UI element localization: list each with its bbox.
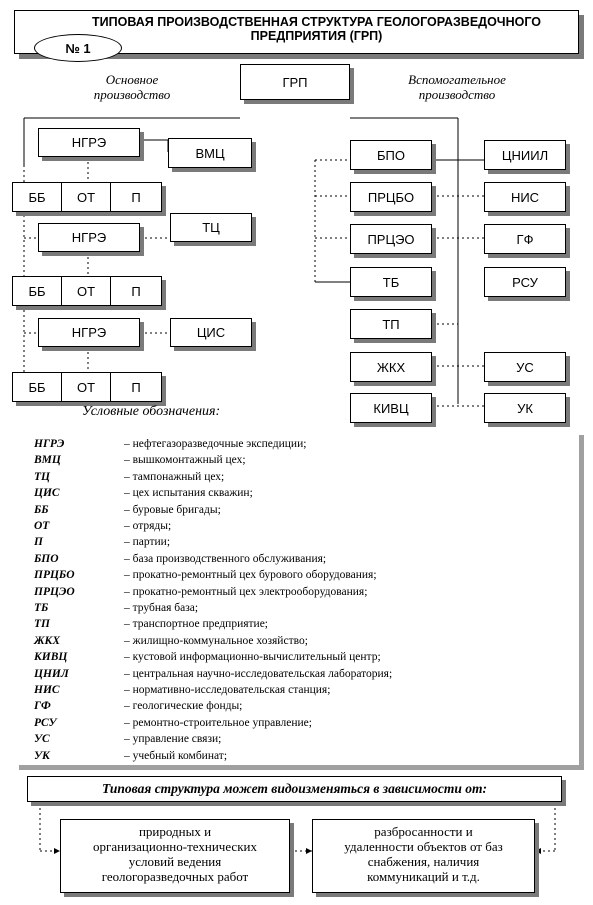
node-p: П: [110, 372, 162, 402]
node-prceo: ПРЦЭО: [350, 224, 432, 254]
legend-desc: – буровые бригады;: [124, 503, 221, 516]
node-bb: ББ: [12, 276, 62, 306]
legend-abbr: ЦИС: [34, 487, 60, 500]
legend-desc: – база производственного обслуживания;: [124, 552, 327, 565]
legend-desc: – нормативно-исследовательская станция;: [124, 684, 331, 696]
node-prcbo: ПРЦБО: [350, 182, 432, 212]
node-p: П: [110, 182, 162, 212]
legend-abbr: ББ: [34, 503, 49, 516]
legend-desc: – ремонтно-строительное управление;: [124, 716, 312, 729]
node-ot: ОТ: [61, 182, 111, 212]
node-bb: ББ: [12, 372, 62, 402]
node-nis: НИС: [484, 182, 566, 212]
legend-desc: – кустовой информационно-вычислительный центр;: [124, 651, 381, 664]
legend-abbr: КИВЦ: [34, 651, 68, 664]
node-us: УС: [484, 352, 566, 382]
node-ot: ОТ: [61, 276, 111, 306]
legend-desc: – прокатно-ремонтный цех бурового оборудования;: [124, 569, 377, 582]
legend-desc: – цех испытания скважин;: [124, 487, 253, 500]
node-vmc: ВМЦ: [168, 138, 252, 168]
legend-abbr: ЖКХ: [34, 634, 61, 647]
node-rsu: РСУ: [484, 267, 566, 297]
node-zhkh: ЖКХ: [350, 352, 432, 382]
number-badge: № 1: [34, 34, 122, 62]
legend-abbr: П: [34, 536, 43, 549]
legend-abbr: НГРЭ: [34, 438, 65, 450]
legend-heading: Условные обозначения:: [82, 404, 221, 419]
legend-abbr: ТБ: [34, 602, 49, 614]
group-row-3: [12, 372, 162, 402]
main-production-label: Основное производство: [93, 72, 171, 102]
node-tc: ТЦ: [170, 213, 252, 242]
factor-natural: природных и организационно-технических условий ведения геологоразведочных работ: [60, 819, 290, 893]
variation-banner: Типовая структура может видоизменяться в зависимости от:: [27, 776, 562, 802]
node-ot: ОТ: [61, 372, 111, 402]
legend-abbr: ГФ: [34, 700, 51, 713]
legend-abbr: ТЦ: [34, 470, 50, 483]
legend-desc: – учебный комбинат;: [124, 749, 228, 762]
legend-abbr: ЦНИЛ: [34, 667, 69, 680]
legend-abbr: РСУ: [34, 716, 57, 729]
node-tb: ТБ: [350, 267, 432, 297]
legend-abbr: ТП: [34, 618, 50, 631]
legend-desc: – жилищно-коммунальное хозяйство;: [124, 634, 308, 647]
legend-desc: – тампонажный цех;: [124, 470, 225, 483]
group-row-2: [12, 276, 162, 306]
legend-desc: – нефтегазоразведочные экспедиции;: [124, 438, 307, 450]
legend-desc: – партии;: [124, 536, 171, 549]
legend-desc: – центральная научно-исследовательская лаборатория;: [124, 667, 393, 680]
legend-abbr: УК: [34, 749, 50, 762]
node-bb: ББ: [12, 182, 62, 212]
legend: [14, 430, 579, 765]
legend-desc: – отряды;: [124, 520, 172, 532]
node-tp: ТП: [350, 309, 432, 339]
legend-desc: – трубная база;: [124, 602, 199, 614]
legend-desc: – вышкомонтажный цех;: [124, 454, 246, 467]
legend-abbr: ПРЦБО: [34, 569, 75, 582]
node-p: П: [110, 276, 162, 306]
node-ngre-2: НГРЭ: [38, 223, 140, 252]
node-cniil: ЦНИИЛ: [484, 140, 566, 170]
legend-abbr: ПРЦЭО: [34, 585, 75, 598]
node-gf: ГФ: [484, 224, 566, 254]
legend-desc: – прокатно-ремонтный цех электрооборудования;: [124, 585, 368, 598]
legend-abbr: УС: [34, 733, 50, 746]
factor-remoteness: разбросанности и удаленности объектов от баз снабжения, наличия коммуникаций и т.д.: [312, 819, 535, 893]
node-ngre-3: НГРЭ: [38, 318, 140, 347]
legend-desc: – управление связи;: [124, 733, 222, 746]
node-uk: УК: [484, 393, 566, 423]
node-ngre-1: НГРЭ: [38, 128, 140, 157]
legend-desc: – геологические фонды;: [124, 700, 243, 713]
title-line-2: ПРЕДПРИЯТИЯ (ГРП): [250, 29, 383, 43]
title-line-1: ТИПОВАЯ ПРОИЗВОДСТВЕННАЯ СТРУКТУРА ГЕОЛОГОРАЗВЕДОЧНОГО: [92, 15, 541, 29]
node-grp: ГРП: [240, 64, 350, 100]
legend-abbr: НИС: [34, 684, 60, 696]
node-bpo: БПО: [350, 140, 432, 170]
legend-abbr: ВМЦ: [34, 454, 61, 467]
node-cis: ЦИС: [170, 318, 252, 347]
legend-abbr: БПО: [34, 552, 59, 565]
node-kivc: КИВЦ: [350, 393, 432, 423]
legend-desc: – транспортное предприятие;: [124, 618, 268, 631]
legend-abbr: ОТ: [34, 520, 50, 532]
group-row-1: [12, 182, 162, 212]
aux-production-label: Вспомогательное производство: [408, 72, 506, 102]
